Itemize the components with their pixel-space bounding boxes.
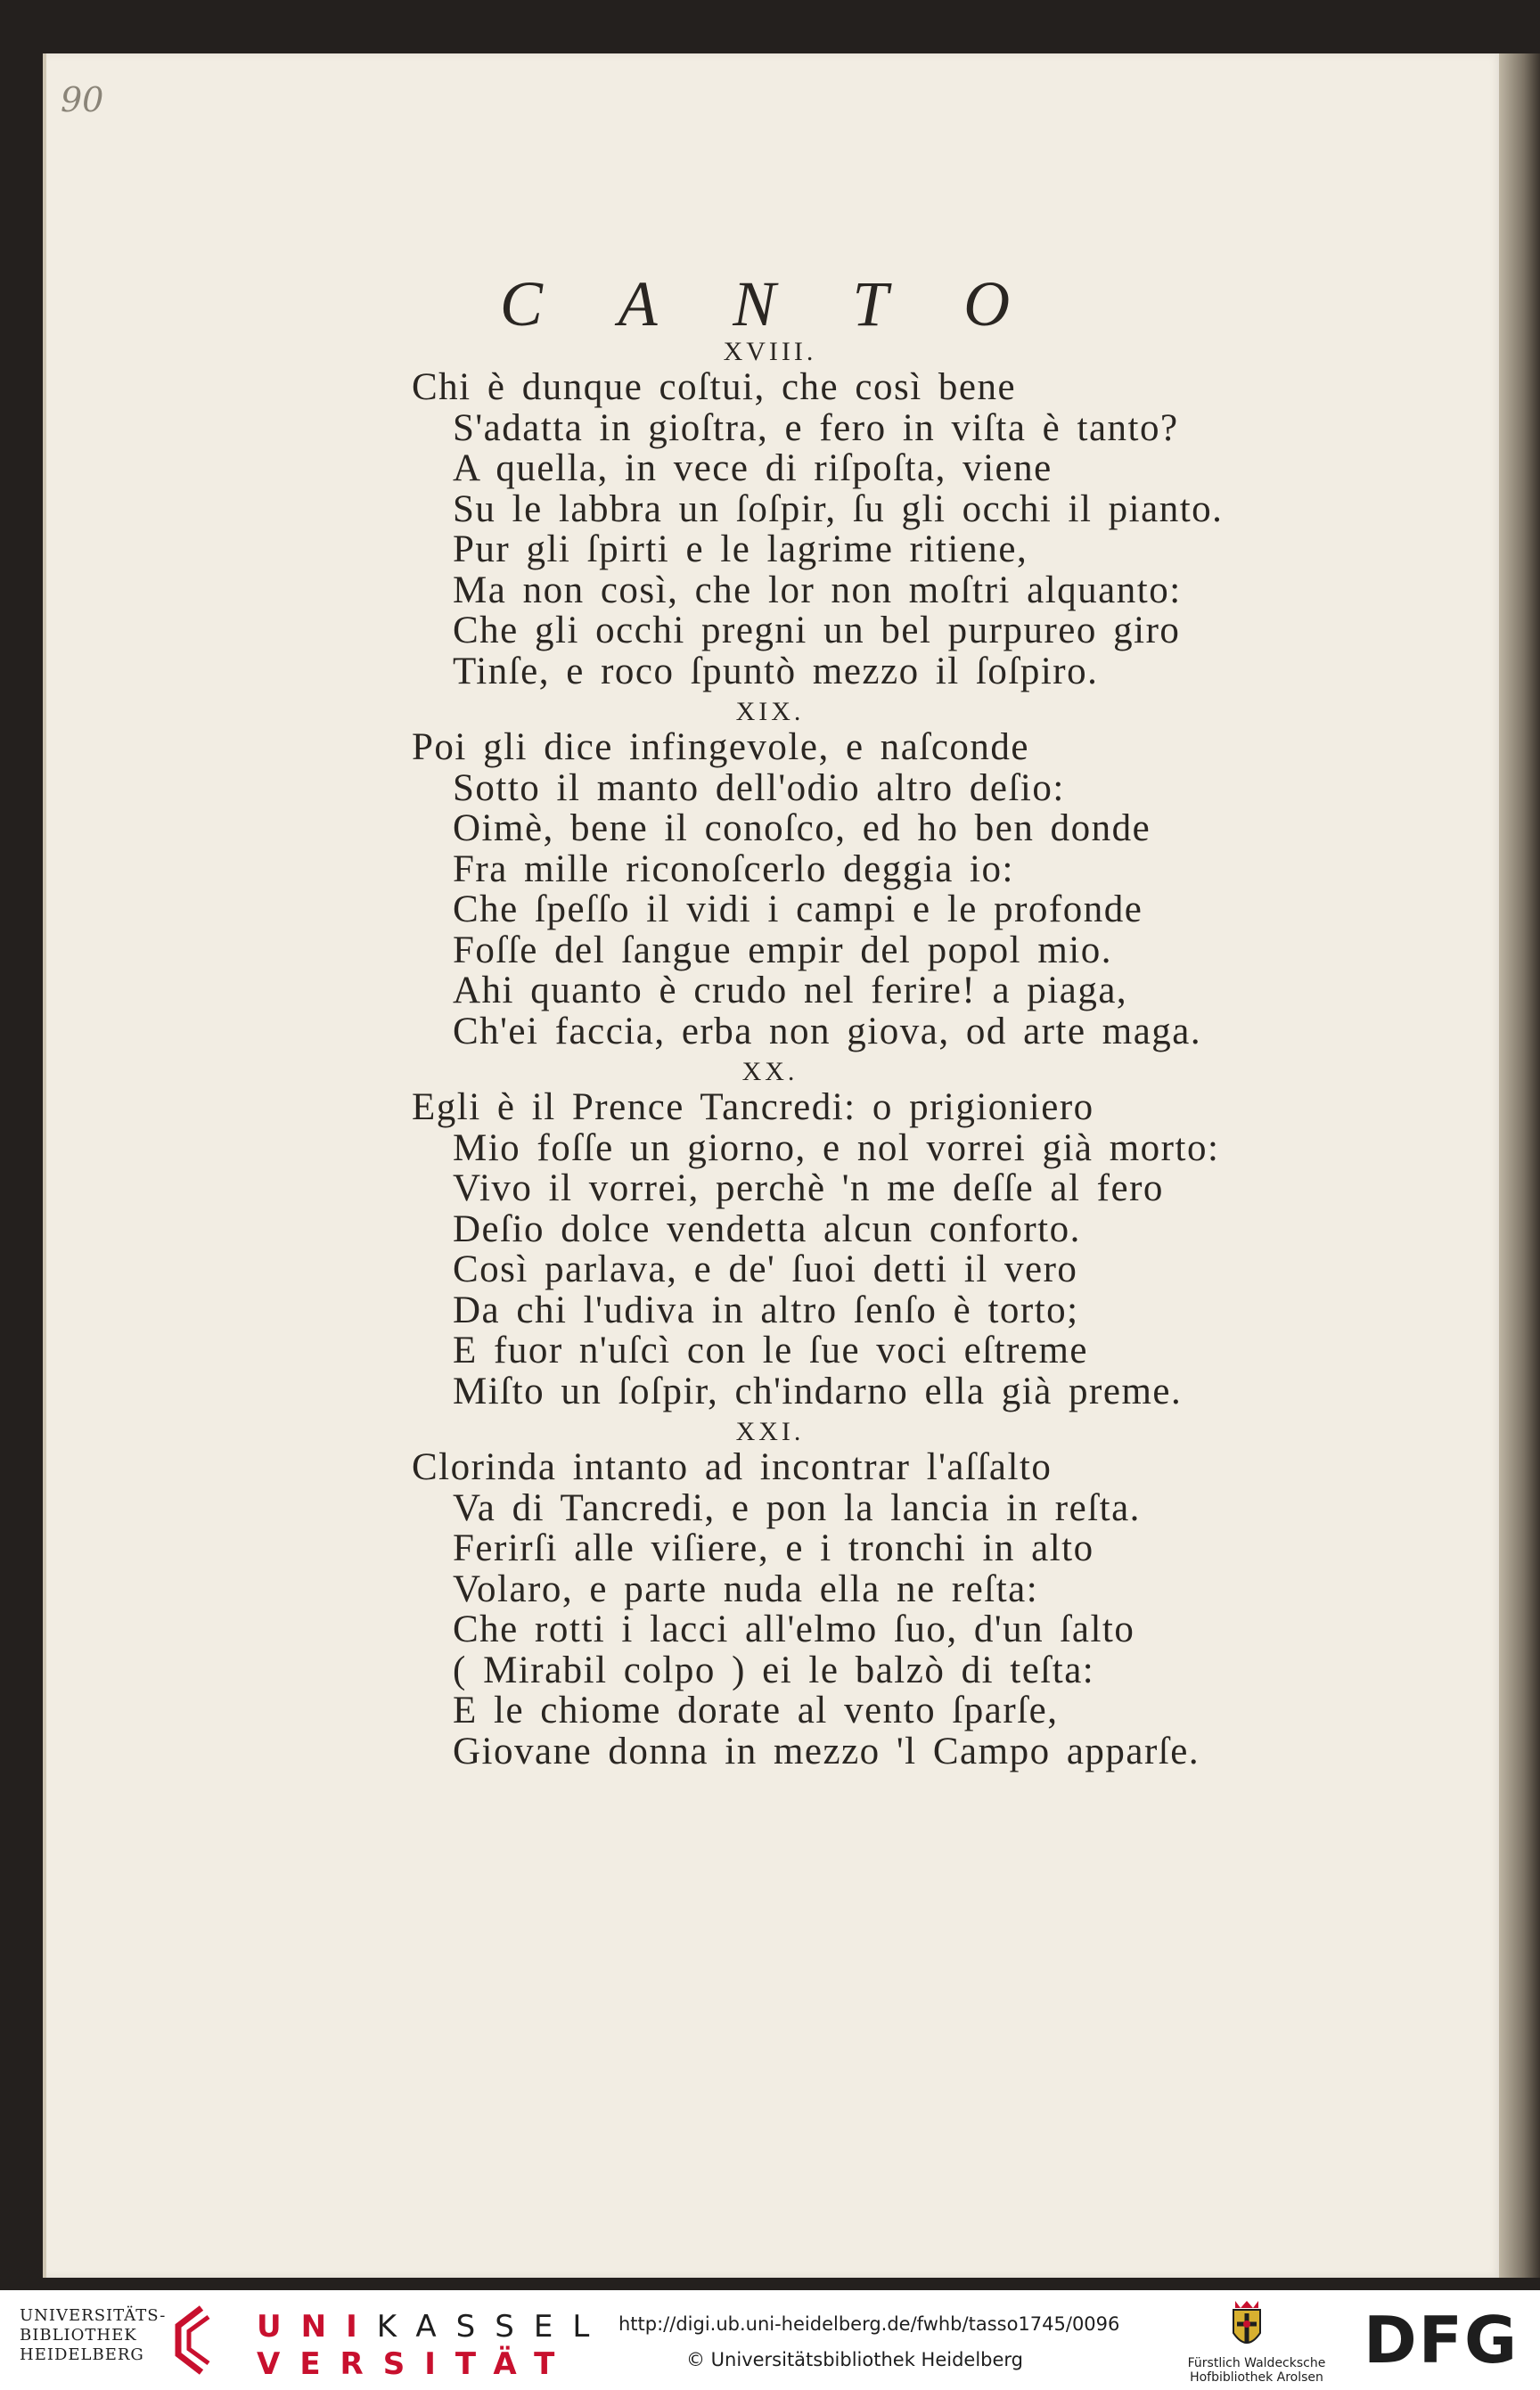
verse-line: Foſſe del ſangue empir del popol mio. bbox=[453, 929, 1112, 971]
verse-line: Ahi quanto è crudo nel ferire! a piaga, bbox=[453, 970, 1128, 1011]
ub-line: BIBLIOTHEK bbox=[20, 2326, 137, 2345]
waldeck-crest-icon bbox=[1225, 2297, 1269, 2356]
verse-line: A quella, in vece di riſpoſta, viene bbox=[453, 447, 1053, 489]
verse-line: Che gli occhi pregni un bel purpureo giro bbox=[453, 610, 1181, 651]
dfg-logo: DFG bbox=[1364, 2303, 1520, 2378]
verse-line: Egli è il Prence Tancredi: o prigioniero bbox=[412, 1086, 1094, 1128]
verse-line: Chi è dunque coſtui, che così bene bbox=[412, 366, 1017, 408]
verse-line: Pur gli ſpirti e le lagrime ritiene, bbox=[453, 528, 1028, 570]
verse-line: Fra mille riconoſcerlo deggia io: bbox=[453, 847, 1014, 890]
verse-line: Volaro, e parte nuda ella ne reſta: bbox=[453, 1567, 1039, 1610]
verse-line: ( Mirabil colpo ) ei le balzò di teſta: bbox=[453, 1649, 1095, 1691]
verse-line: Ferirſi alle viſiere, e i tronchi in alto bbox=[453, 1527, 1094, 1569]
fw-line: Hofbibliothek Arolsen bbox=[1190, 2370, 1323, 2385]
stanza-number: XVIII. bbox=[723, 337, 817, 366]
verse-line: Da chi l'udiva in altro ſenſo è torto; bbox=[453, 1289, 1079, 1331]
uk-red-letters: UNI bbox=[257, 2309, 377, 2345]
verse-line: E fuor n'uſcì con le ſue voci eſtreme bbox=[453, 1330, 1088, 1371]
copyright-notice: © Universitätsbibliothek Heidelberg bbox=[686, 2349, 1024, 2370]
verse-line: Oimè, bene il conoſco, ed ho ben donde bbox=[453, 807, 1151, 849]
verse-line: Deſio dolce vendetta alcun conforto. bbox=[453, 1207, 1081, 1250]
verse-line: Giovane donna in mezzo 'l Campo apparſe. bbox=[453, 1730, 1200, 1772]
ub-line: HEIDELBERG bbox=[20, 2345, 144, 2364]
verse-line: Su le labbra un ſoſpir, ſu gli occhi il pianto. bbox=[453, 487, 1224, 530]
verse-line: Tinſe, e roco ſpuntò mezzo il ſoſpiro. bbox=[453, 650, 1099, 692]
verse-line: Miſto un ſoſpir, ch'indarno ella già preme. bbox=[453, 1370, 1183, 1412]
book-spine bbox=[1499, 53, 1540, 2278]
verse-line: Ma non così, che lor non moſtri alquanto: bbox=[453, 569, 1182, 611]
uni-kassel-line-2: VERSITÄT bbox=[257, 2346, 575, 2382]
verse-line: Ch'ei faccia, erba non giova, od arte maga. bbox=[453, 1010, 1202, 1052]
verse-line: S'adatta in gioſtra, e fero in viſta è tanto? bbox=[453, 406, 1179, 449]
ub-heidelberg-logo-text bbox=[20, 2306, 166, 2365]
verse-line: Sotto il manto dell'odio altro deſio: bbox=[453, 766, 1065, 809]
verse-line: E le chiome dorate al vento ſparſe, bbox=[453, 1690, 1059, 1731]
verse-line: Che ſpeſſo il vidi i campi e le profonde bbox=[453, 888, 1143, 930]
verse-line: Mio foſſe un giorno, e nol vorrei già morto: bbox=[453, 1126, 1220, 1169]
stanza-number: XIX. bbox=[735, 697, 805, 726]
ub-line: UNIVERSITÄTS- bbox=[20, 2306, 167, 2325]
verse-line: Che rotti i lacci all'elmo ſuo, d'un ſalto bbox=[453, 1608, 1135, 1650]
canto-heading: C A N T O bbox=[499, 268, 1041, 340]
permalink-url[interactable]: http://digi.ub.uni-heidelberg.de/fwhb/tasso1745/0096 bbox=[618, 2313, 1120, 2335]
folio-number: 90 bbox=[61, 80, 104, 119]
fw-line: Fürstlich Waldecksche bbox=[1187, 2356, 1326, 2370]
verse-line: Clorinda intanto ad incontrar l'aſſalto bbox=[412, 1446, 1053, 1488]
ub-heidelberg-emblem-icon bbox=[166, 2304, 216, 2376]
verse-line: Vivo il vorrei, perchè 'n me deſſe al fero bbox=[453, 1167, 1164, 1209]
uk-black-letters: KASSEL bbox=[376, 2309, 610, 2345]
uni-kassel-line-1 bbox=[257, 2308, 609, 2345]
stanza-number: XX. bbox=[741, 1057, 799, 1086]
stanza-number: XXI. bbox=[735, 1417, 805, 1446]
waldeck-library-label bbox=[1185, 2356, 1328, 2385]
verse-line: Così parlava, e de' ſuoi detti il vero bbox=[453, 1248, 1078, 1290]
footer-bar bbox=[0, 2290, 1540, 2390]
verse-line: Poi gli dice infingevole, e naſconde bbox=[412, 726, 1029, 768]
verse-line: Va di Tancredi, e pon la lancia in reſta. bbox=[453, 1486, 1141, 1529]
uni-kassel-logo bbox=[257, 2308, 609, 2383]
